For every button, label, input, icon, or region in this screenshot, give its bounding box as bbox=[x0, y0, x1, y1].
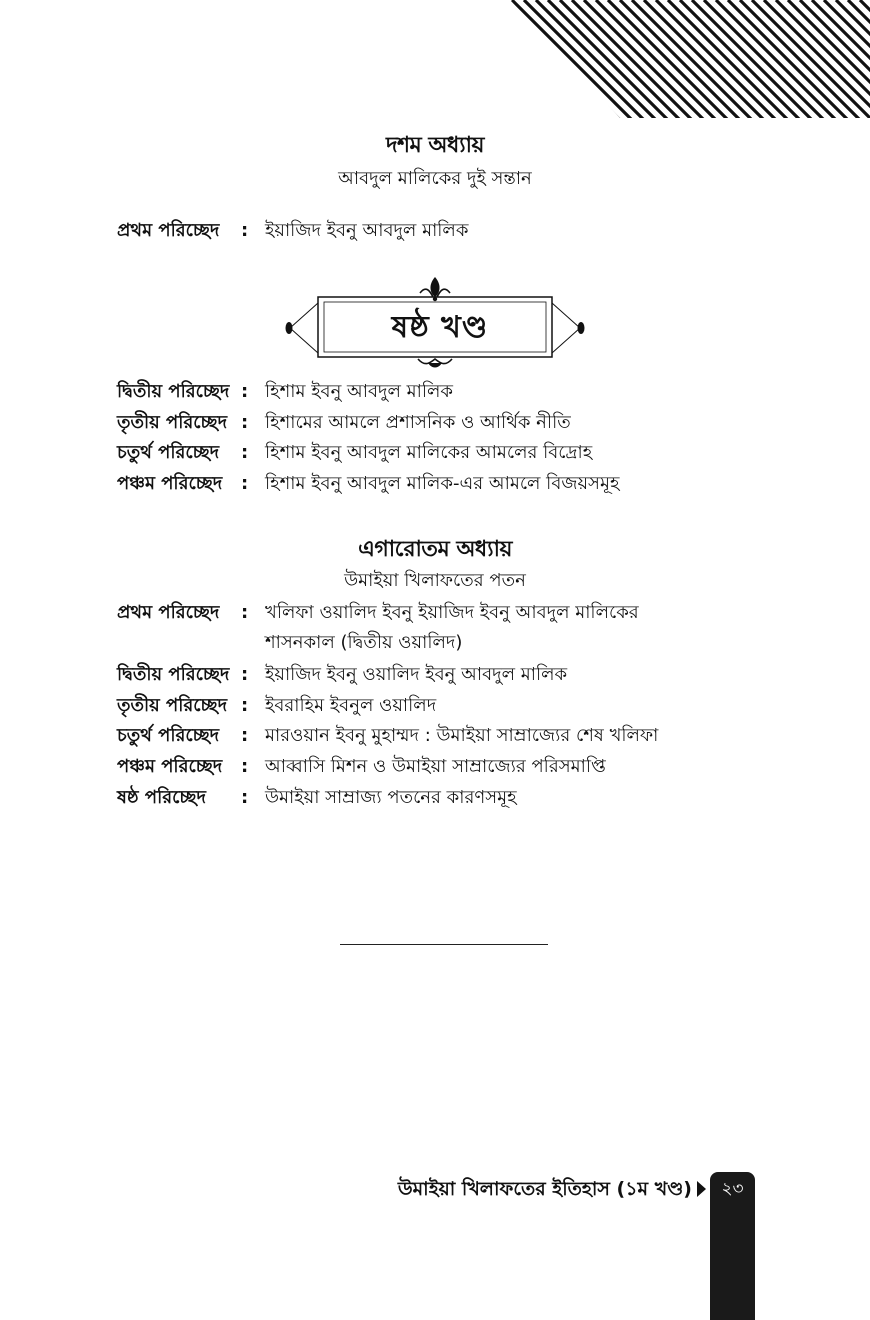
section-title: হিশাম ইবনু আবদুল মালিক-এর আমলে বিজয়সমূহ bbox=[265, 473, 620, 494]
separator: : bbox=[241, 442, 249, 463]
toc-row bbox=[117, 377, 453, 407]
section-title: উমাইয়া সাম্রাজ্য পতনের কারণসমূহ bbox=[265, 787, 517, 808]
separator: : bbox=[241, 664, 249, 685]
chapter-10-subheading: আবদুল মালিকের দুই সন্তান bbox=[338, 168, 532, 189]
triangle-right-icon bbox=[697, 1181, 706, 1197]
part-banner-title: ষষ্ঠ খণ্ড bbox=[391, 310, 489, 345]
section-label: তৃতীয় পরিচ্ছেদ bbox=[117, 412, 228, 433]
section-title: খলিফা ওয়ালিদ ইবনু ইয়াজিদ ইবনু আবদুল মালিকের bbox=[265, 602, 639, 623]
toc-row bbox=[117, 721, 658, 751]
chapter-11-subheading: উমাইয়া খিলাফতের পতন bbox=[344, 570, 526, 591]
section-divider bbox=[340, 944, 548, 945]
toc-row bbox=[117, 783, 517, 813]
section-label: চতুর্থ পরিচ্ছেদ bbox=[117, 442, 220, 463]
separator: : bbox=[241, 412, 249, 433]
toc-row bbox=[117, 691, 436, 721]
section-label: পঞ্চম পরিচ্ছেদ bbox=[117, 756, 223, 777]
page-number: ২৩ bbox=[721, 1179, 744, 1199]
section-title: ইবরাহিম ইবনুল ওয়ালিদ bbox=[265, 695, 437, 716]
section-label: দ্বিতীয় পরিচ্ছেদ bbox=[117, 664, 230, 685]
toc-row bbox=[117, 438, 592, 468]
section-label: পঞ্চম পরিচ্ছেদ bbox=[117, 473, 223, 494]
toc-row bbox=[117, 408, 571, 438]
separator: : bbox=[241, 602, 249, 623]
section-label: তৃতীয় পরিচ্ছেদ bbox=[117, 695, 228, 716]
separator: : bbox=[241, 220, 249, 241]
section-label: চতুর্থ পরিচ্ছেদ bbox=[117, 725, 220, 746]
toc-row bbox=[117, 598, 639, 628]
toc-row bbox=[117, 216, 468, 246]
section-title: ইয়াজিদ ইবনু ওয়ালিদ ইবনু আবদুল মালিক bbox=[265, 664, 568, 685]
separator: : bbox=[241, 725, 249, 746]
section-title: হিশাম ইবনু আবদুল মালিকের আমলের বিদ্রোহ bbox=[265, 442, 593, 463]
separator: : bbox=[241, 695, 249, 716]
section-title: হিশামের আমলে প্রশাসনিক ও আর্থিক নীতি bbox=[265, 412, 571, 433]
section-title: ইয়াজিদ ইবনু আবদুল মালিক bbox=[265, 220, 469, 241]
section-title: আব্বাসি মিশন ও উমাইয়া সাম্রাজ্যের পরিসমাপ্তি bbox=[265, 756, 606, 777]
running-footer-book-title: উমাইয়া খিলাফতের ইতিহাস (১ম খণ্ড) bbox=[397, 1178, 692, 1200]
section-label: প্রথম পরিচ্ছেদ bbox=[117, 602, 220, 623]
separator: : bbox=[241, 473, 249, 494]
corner-stripes-decoration bbox=[500, 0, 870, 120]
section-label: ষষ্ঠ পরিচ্ছেদ bbox=[117, 787, 206, 808]
separator: : bbox=[241, 381, 249, 402]
section-title: হিশাম ইবনু আবদুল মালিক bbox=[265, 381, 454, 402]
toc-row bbox=[117, 660, 567, 690]
separator: : bbox=[241, 756, 249, 777]
section-title: মারওয়ান ইবনু মুহাম্মদ : উমাইয়া সাম্রাজ্যের শেষ খলিফা bbox=[265, 725, 659, 746]
separator: : bbox=[241, 787, 249, 808]
section-label: দ্বিতীয় পরিচ্ছেদ bbox=[117, 381, 230, 402]
section-title-continuation: শাসনকাল (দ্বিতীয় ওয়ালিদ) bbox=[265, 632, 463, 653]
chapter-10-heading: দশম অধ্যায় bbox=[385, 133, 485, 158]
section-label: প্রথম পরিচ্ছেদ bbox=[117, 220, 220, 241]
toc-row bbox=[117, 752, 606, 782]
toc-row bbox=[117, 469, 619, 499]
chapter-11-heading: এগারোতম অধ্যায় bbox=[358, 537, 512, 562]
